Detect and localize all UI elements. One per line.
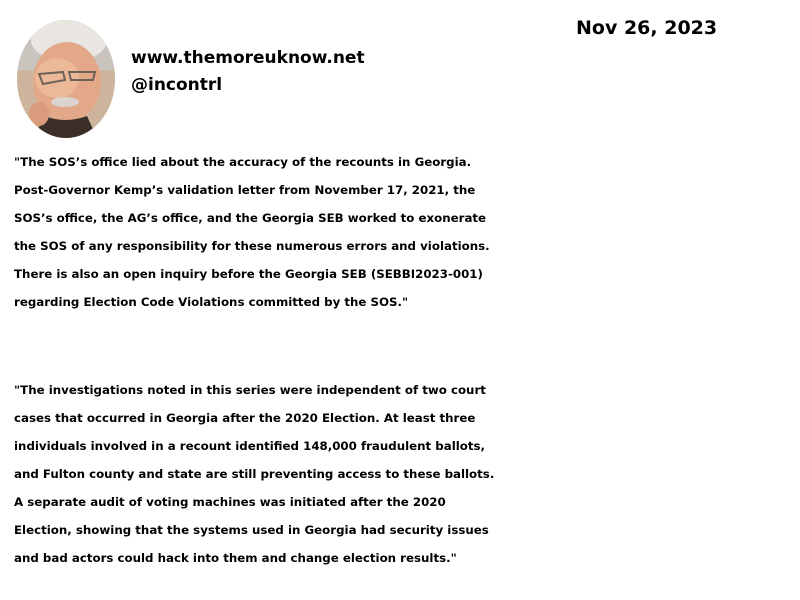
- quote-line: "The SOS’s office lied about the accuracy of the recounts in Georgia.: [14, 155, 472, 169]
- quote-line: Post-Governor Kemp’s validation letter from November 17, 2021, the: [14, 183, 476, 197]
- post-date: Nov 26, 2023: [576, 17, 718, 39]
- quote-line: There is also an open inquiry before the Georgia SEB (SEBBI2023-001): [14, 267, 483, 281]
- quote-line: individuals involved in a recount identified 148,000 fraudulent ballots,: [14, 439, 486, 453]
- quote-line: SOS’s office, the AG’s office, and the Georgia SEB worked to exonerate: [14, 211, 487, 225]
- quote-line: "The investigations noted in this series were independent of two court: [14, 383, 486, 397]
- quote-line: and bad actors could hack into them and change election results.": [14, 551, 457, 565]
- avatar: [17, 20, 115, 138]
- quote-paragraph-2: [14, 376, 800, 572]
- social-handle: @incontrl: [131, 75, 223, 95]
- quote-line: A separate audit of voting machines was initiated after the 2020: [14, 495, 446, 509]
- quote-line: and Fulton county and state are still preventing access to these ballots.: [14, 467, 495, 481]
- quote-line: regarding Election Code Violations committed by the SOS.": [14, 295, 409, 309]
- quote-line: the SOS of any responsibility for these numerous errors and violations.: [14, 239, 490, 253]
- profile-photo-icon: [17, 20, 115, 138]
- header-info: [131, 45, 365, 99]
- quote-line: cases that occurred in Georgia after the 2020 Election. At least three: [14, 411, 476, 425]
- website-url[interactable]: www.themoreuknow.net: [131, 48, 365, 68]
- quote-paragraph-1: [14, 148, 800, 316]
- quote-line: Election, showing that the systems used in Georgia had security issues: [14, 523, 489, 537]
